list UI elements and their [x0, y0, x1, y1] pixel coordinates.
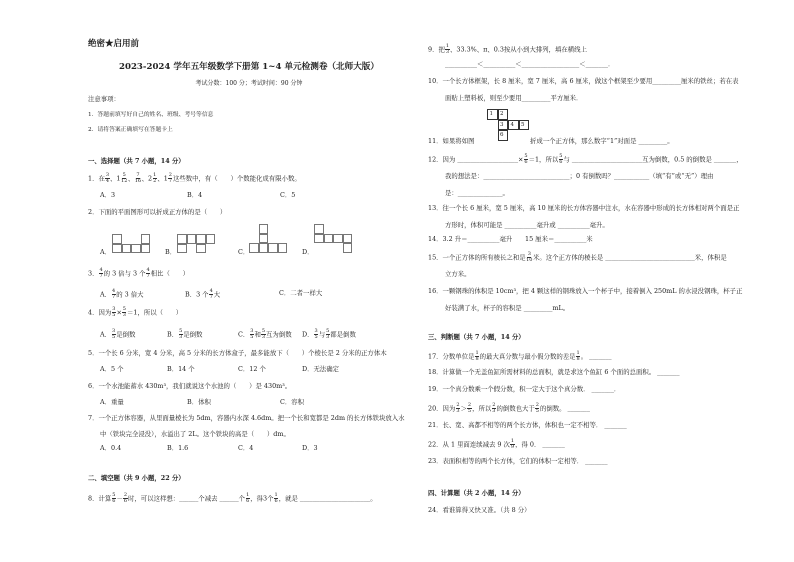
section-heading-judge: 三、判断题（共 7 小题，14 分）: [428, 333, 525, 341]
question-21: 21．长、宽、高都不相等的两个长方体，体积也一定不相等． _______: [428, 421, 627, 429]
fraction: $\frac{5}{6}$: [524, 153, 528, 165]
option: C．5: [280, 191, 296, 199]
option: B．1.6: [167, 444, 189, 452]
option: A． $\frac{4}{7}$ 的 3 倍大: [100, 288, 144, 300]
question-2: 2．下面的平面图形可以折成正方体的是（ ）: [88, 208, 227, 216]
section-heading-calc: 四、计算题（共 2 小题，14 分）: [428, 489, 525, 497]
option: D． $\frac{3}{5}$ 与 $\frac{5}{3}$ 都是倒数: [302, 328, 356, 340]
question-10: 10．一个长方体框架，长 8 厘米，宽 7 厘米，高 6 厘米，做这个框架至少要用_________厘米的铁丝；若在表: [428, 77, 739, 85]
question-6: 6．一个水池能蓄水 430m³，我们就说这个水池的（ ）是 430m³。: [88, 382, 292, 390]
fraction: $\frac{2}{5}$: [535, 402, 539, 414]
page-title: 2023-2024 学年五年级数学下册第 1~4 单元检测卷（北师大版）: [118, 62, 379, 72]
net-cell: 3: [498, 120, 509, 131]
option: D．: [302, 248, 314, 256]
fraction: $\frac{5}{3}$: [122, 306, 126, 318]
net-cell: 2: [498, 109, 509, 120]
option: A．重量: [100, 398, 124, 406]
fraction: $\frac{1}{3}$: [445, 43, 450, 55]
option: B．体积: [187, 398, 211, 406]
fraction: $\frac{1}{8}$: [475, 350, 479, 362]
option: A．3: [100, 191, 116, 199]
question-15: 15．一个正方体的所有棱长之和是 $\frac{3}{10}$ 米。这个正方体的棱长是 ____________________________米，体积是: [428, 251, 727, 263]
net-cell: 1: [487, 109, 498, 120]
question-9-blanks: __________＜__________＜__________________＜_______．: [445, 60, 615, 68]
question-17: 17．分数单位是 $\frac{1}{8}$ 的最大真分数与最小假分数的差是 $\frac{1}{8}$ 。 _______: [428, 350, 612, 362]
question-18: 18．计算做一个无盖鱼缸所需材料的总面积，就是求这个鱼缸 6 个面的总面积。 _______: [428, 368, 680, 376]
fraction: $\frac{2}{5}$: [467, 402, 472, 414]
fraction: $\frac{5}{3}$: [179, 328, 183, 340]
option: C．容积: [280, 398, 305, 406]
question-15-cont: 立方米。: [445, 270, 471, 278]
question-11-cont: 折成一个正方体，那么数字“1”对面是 _________。: [530, 137, 674, 145]
question-8: 8．计算 $\frac{5}{6}$ － $\frac{2}{6}$ 时，可以这样想：______个减去 ______个 $\frac{1}{6}$ ，得3个 $\frac{1}{6}$ ，就是 ______________________。: [88, 492, 377, 504]
fraction: $\frac{7}{16}$: [134, 172, 142, 184]
option: A．: [100, 248, 112, 256]
net-cell: 5: [519, 120, 530, 131]
option: B． $\frac{5}{3}$ 是倒数: [167, 328, 203, 340]
question-13: 13．往一个长 6 厘米，宽 5 厘米，高 10 厘米的长方体容器中注水，水在容器中形成的长方体相对两个面是正: [428, 204, 740, 212]
question-12-cont: 我的想法是：___________________________；0 有倒数吗？___________（填“有”或“无”）理由: [445, 172, 714, 180]
question-14: 14．3.2 升＝__________毫升 15 厘米＝__________米: [428, 235, 593, 243]
question-12-cont: 是：______________。: [445, 189, 509, 197]
fraction: $\frac{1}{2}$: [153, 172, 157, 184]
question-3: 3． $\frac{4}{7}$ 的 3 倍与 3 个 $\frac{4}{7}$ 相比（ ）: [88, 267, 190, 279]
fraction: $\frac{1}{9}$: [510, 438, 515, 450]
option: C． $\frac{3}{5}$ 和 $\frac{5}{3}$ 互为倒数: [238, 328, 292, 340]
question-7-cont: 中（铁块完全浸没），水溢出了 2L。这个铁块的高是（ ）dm。: [100, 430, 290, 438]
fraction: $\frac{5}{3}$: [261, 328, 266, 340]
option: C．: [238, 248, 250, 256]
option: B．4: [187, 191, 203, 199]
fraction: $\frac{5}{3}$: [326, 328, 330, 340]
question-11: 11．如果将如图: [428, 137, 475, 145]
question-7: 7．一个正方体容器，从里面量棱长为 5dm，容器内水深 4.6dm。把一个长和宽都是 2dm 的长方体铁块放入水: [88, 414, 405, 422]
section-heading-choice: 一、选择题（共 7 小题，14 分）: [88, 157, 185, 165]
question-19: 19．一个真分数乘一个假分数，积一定大于这个真分数． _______．: [428, 385, 621, 393]
fraction: $\frac{4}{7}$: [99, 267, 103, 279]
fraction: $\frac{3}{5}$: [314, 328, 318, 340]
fraction: $\frac{2}{3}$: [492, 402, 496, 414]
fraction: $\frac{3}{5}$: [250, 328, 254, 340]
fraction: $\frac{3}{5}$: [112, 328, 116, 340]
net-cell: 4: [508, 120, 519, 131]
fraction: $\frac{2}{3}$: [456, 402, 460, 414]
fraction: $\frac{2}{7}$: [168, 172, 172, 184]
question-4: 4．因为 $\frac{3}{5}$ × $\frac{5}{3}$ ＝1，所以（ ）: [88, 306, 183, 318]
option: B．: [165, 248, 177, 256]
exam-info: 考试分数：100 分；考试时间：90 分钟: [195, 80, 303, 87]
net-cell: 6: [498, 130, 509, 141]
fraction: $\frac{1}{6}$: [246, 492, 250, 504]
question-13-cont: 方形时，体积可能是 __________毫升或 __________毫升。: [445, 221, 609, 229]
confidential-label: 绝密★启用前: [88, 39, 140, 49]
fraction: $\frac{4}{7}$: [112, 288, 116, 300]
question-5: 5．一个长 6 分米，宽 4 分米，高 5 分米的长方体盒子，最多能放下（ ）个棱长是 2 分米的正方体木: [88, 349, 387, 357]
fraction: $\frac{3}{10}$: [526, 251, 533, 263]
fraction: $\frac{1}{6}$: [274, 492, 278, 504]
question-16: 16．一颗钢珠的体积是 10cm³，把 4 颗这样的钢珠放入一个杯子中，接着倒入 250mL 的水浸没钢珠，杯子正: [428, 287, 743, 295]
option: A．5 个: [100, 365, 124, 373]
note-item: 2．请将答案正确填写在答题卡上: [88, 127, 173, 133]
question-1: 1．在 $\frac{3}{4}$ 、1 $\frac{5}{12}$ 、 $\frac{7}{16}$ 、2 $\frac{1}{2}$ 、1 $\frac{2}{7}$ 这些数中，有（ ）个数能化成有限小数。: [88, 172, 301, 184]
fraction: $\frac{4}{7}$: [146, 267, 150, 279]
option: C．二者一样大: [279, 289, 323, 297]
option: A．0.4: [100, 444, 122, 452]
section-heading-fill: 二、填空题（共 9 小题，22 分）: [88, 474, 185, 482]
fraction: $\frac{3}{5}$: [112, 306, 116, 318]
fraction: $\frac{3}{4}$: [105, 172, 110, 184]
option: B．14 个: [167, 365, 195, 373]
question-22: 22．从 1 里面连续减去 9 次 $\frac{1}{9}$ ，得 0． _______: [428, 438, 565, 450]
option: A． $\frac{3}{5}$ 是倒数: [100, 328, 136, 340]
fraction: $\frac{5}{6}$: [112, 492, 116, 504]
question-9: 9．把 $\frac{1}{3}$ 、33.3%、π、0.3按从小到大排列，填在横线上: [428, 43, 587, 55]
option: B．3 个 $\frac{4}{7}$ 大: [185, 288, 221, 300]
fraction: $\frac{5}{6}$: [559, 153, 563, 165]
fraction: $\frac{1}{8}$: [576, 350, 580, 362]
fraction: $\frac{4}{7}$: [209, 288, 213, 300]
question-23: 23．表面积相等的两个长方体，它们的体积一定相等． _______: [428, 457, 608, 465]
fraction: $\frac{5}{12}$: [121, 172, 128, 184]
fraction: $\frac{2}{6}$: [123, 492, 128, 504]
option: C．12 个: [238, 365, 266, 373]
question-16-cont: 好装满了水，杯子的容积是 _________mL。: [445, 304, 570, 312]
question-24: 24．看谁算得又快又准。（共 8 分）: [428, 506, 531, 514]
question-12: 12．因为 ___________________× $\frac{5}{6}$ ＝1，所以 $\frac{5}{6}$ 与 ______________________互为倒数，0.5 的倒数是 _______，: [428, 153, 743, 165]
question-20: 20．因为 $\frac{2}{3}$ ＞ $\frac{2}{5}$ ，所以 $\frac{2}{3}$ 的倒数也大于 $\frac{2}{5}$ 的倒数。 _______: [428, 402, 590, 414]
option: D．3: [302, 444, 318, 452]
question-10-cont: 面贴上塑料板，则至少要用_________平方厘米．: [445, 94, 583, 102]
note-item: 1．答题前填写好自己的姓名、班级、考号等信息: [88, 112, 214, 118]
option: C．4: [238, 444, 254, 452]
notes-heading: 注意事项：: [88, 95, 120, 103]
option: D．无法确定: [302, 365, 340, 373]
